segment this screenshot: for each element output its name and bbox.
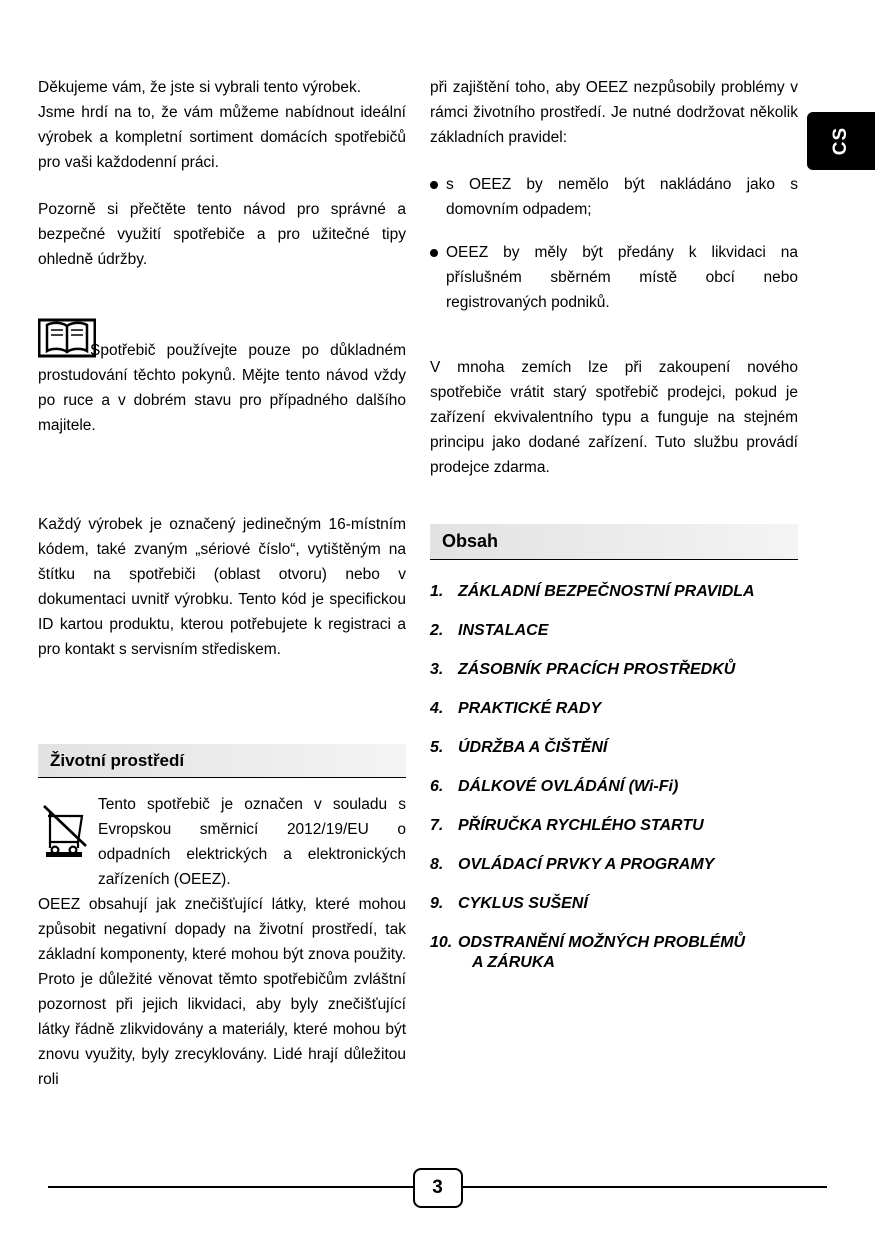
page-number: 3 xyxy=(432,1177,443,1198)
toc-number: 1. xyxy=(430,583,444,600)
crossed-out-wheeled-bin-icon xyxy=(38,792,98,863)
toc-item-10[interactable] xyxy=(430,933,798,973)
page-footer xyxy=(38,1168,837,1204)
manual-note-text: Spotřebič používejte pouze po důkladném prostudování těchto pokynů. Mějte tento návod vždy po ruce a v dobrém stavu pro případného dalšího majitele. xyxy=(38,342,406,434)
section-heading-environment xyxy=(38,744,406,778)
language-tab xyxy=(807,112,875,170)
list-item: OEEZ by měly být předány k likvidaci na příslušném sběrném místě obcí nebo registrovaných podniků. xyxy=(430,240,798,315)
toc-number: 2. xyxy=(430,622,444,639)
weee-block xyxy=(38,792,406,892)
toc-item-4[interactable] xyxy=(430,699,798,719)
page-number-box xyxy=(413,1168,463,1208)
toc-item-3[interactable] xyxy=(430,660,798,680)
toc-label: CYKLUS SUŠENÍ xyxy=(458,895,588,912)
toc-label: INSTALACE xyxy=(458,622,549,639)
section-heading-environment-label: Životní prostředí xyxy=(50,750,185,770)
toc-number: 4. xyxy=(430,700,444,717)
toc-number: 5. xyxy=(430,739,444,756)
left-column xyxy=(38,75,406,1092)
toc-label: OVLÁDACÍ PRVKY A PROGRAMY xyxy=(458,856,715,873)
toc-item-2[interactable] xyxy=(430,621,798,641)
toc-label-line1: ODSTRANĚNÍ MOŽNÝCH PROBLÉMŮ xyxy=(458,934,746,951)
toc-label: ÚDRŽBA A ČIŠTĚNÍ xyxy=(458,739,608,756)
weee-continuation-text: při zajištění toho, aby OEEZ nezpůsobily problémy v rámci životního prostředí. Je nutné dodržovat několik základních pravidel: xyxy=(430,79,798,146)
toc-item-5[interactable] xyxy=(430,738,798,758)
toc-label: DÁLKOVÉ OVLÁDÁNÍ (Wi-Fi) xyxy=(458,778,679,795)
toc-label: ZÁKLADNÍ BEZPEČNOSTNÍ PRAVIDLA xyxy=(458,583,755,600)
toc-number: 10. xyxy=(430,934,453,951)
toc-number: 3. xyxy=(430,661,444,678)
toc-number: 9. xyxy=(430,895,444,912)
toc-label: ZÁSOBNÍK PRACÍCH PROSTŘEDKŮ xyxy=(458,661,736,678)
open-book-icon xyxy=(38,316,96,360)
intro-paragraph-2: Jsme hrdí na to, že vám můžeme nabídnout ideální výrobek a kompletní sortiment domácích spotřebičů pro vaši každodenní práci. xyxy=(38,104,406,171)
toc-item-9[interactable] xyxy=(430,894,798,914)
toc-label: PRAKTICKÉ RADY xyxy=(458,700,602,717)
toc-item-7[interactable] xyxy=(430,816,798,836)
toc-label: PŘÍRUČKA RYCHLÉHO STARTU xyxy=(458,817,704,834)
right-column xyxy=(430,75,798,992)
serial-number-note: Každý výrobek je označený jedinečným 16-místním kódem, také zvaným „sériové číslo“, vytištěným na štítku na spotřebiči (oblast otvoru) nebo v dokumentaci uvnitř výrobku. Tento kód je specifickou ID kartou produktu, kterou potřebujete k registraci a pro kontakt s servisním střediskem. xyxy=(38,516,406,658)
toc-item-6[interactable] xyxy=(430,777,798,797)
toc-number: 7. xyxy=(430,817,444,834)
toc-item-1[interactable] xyxy=(430,582,798,602)
weee-rules-list xyxy=(430,172,798,315)
language-tab-label: CS xyxy=(830,126,851,156)
takeback-note: V mnoha zemích lze při zakoupení nového spotřebiče vrátit starý spotřebič prodejci, pokud je zařízení ekvivalentního typu a funguje na stejném principu jako dodané zařízení. Tuto službu provádí prodejce zdarma. xyxy=(430,359,798,476)
table-of-contents xyxy=(430,582,798,973)
weee-body-text: OEEZ obsahují jak znečišťující látky, které mohou způsobit negativní dopady na životní prostředí, tak základní komponenty, které mohou být znova použity. Proto je důležité věnovat těmto spotřebičům zvláštní pozornost při jejich likvidaci, aby byly znečišťující látky řádně zlikvidovány a materiály, které mohou být znovu využity, byly zrecyklovány. Lidé hrají důležitou roli xyxy=(38,896,406,1088)
toc-item-8[interactable] xyxy=(430,855,798,875)
toc-label-line2: A ZÁRUKA xyxy=(472,954,555,971)
toc-number: 8. xyxy=(430,856,444,873)
intro-paragraph-3: Pozorně si přečtěte tento návod pro správné a bezpečné využití spotřebiče a pro užitečné tipy ohledně údržby. xyxy=(38,201,406,268)
intro-paragraph-1: Děkujeme vám, že jste si vybrali tento výrobek. xyxy=(38,79,362,96)
toc-label xyxy=(458,933,798,973)
weee-directive-text: Tento spotřebič je označen v souladu s Evropskou směrnicí 2012/19/EU o odpadních elektrických a elektronických zařízeních (OEEZ). xyxy=(98,796,406,888)
toc-number: 6. xyxy=(430,778,444,795)
list-item: s OEEZ by nemělo být nakládáno jako s domovním odpadem; xyxy=(430,172,798,222)
section-heading-contents-label: Obsah xyxy=(442,531,499,551)
section-heading-contents xyxy=(430,524,798,560)
